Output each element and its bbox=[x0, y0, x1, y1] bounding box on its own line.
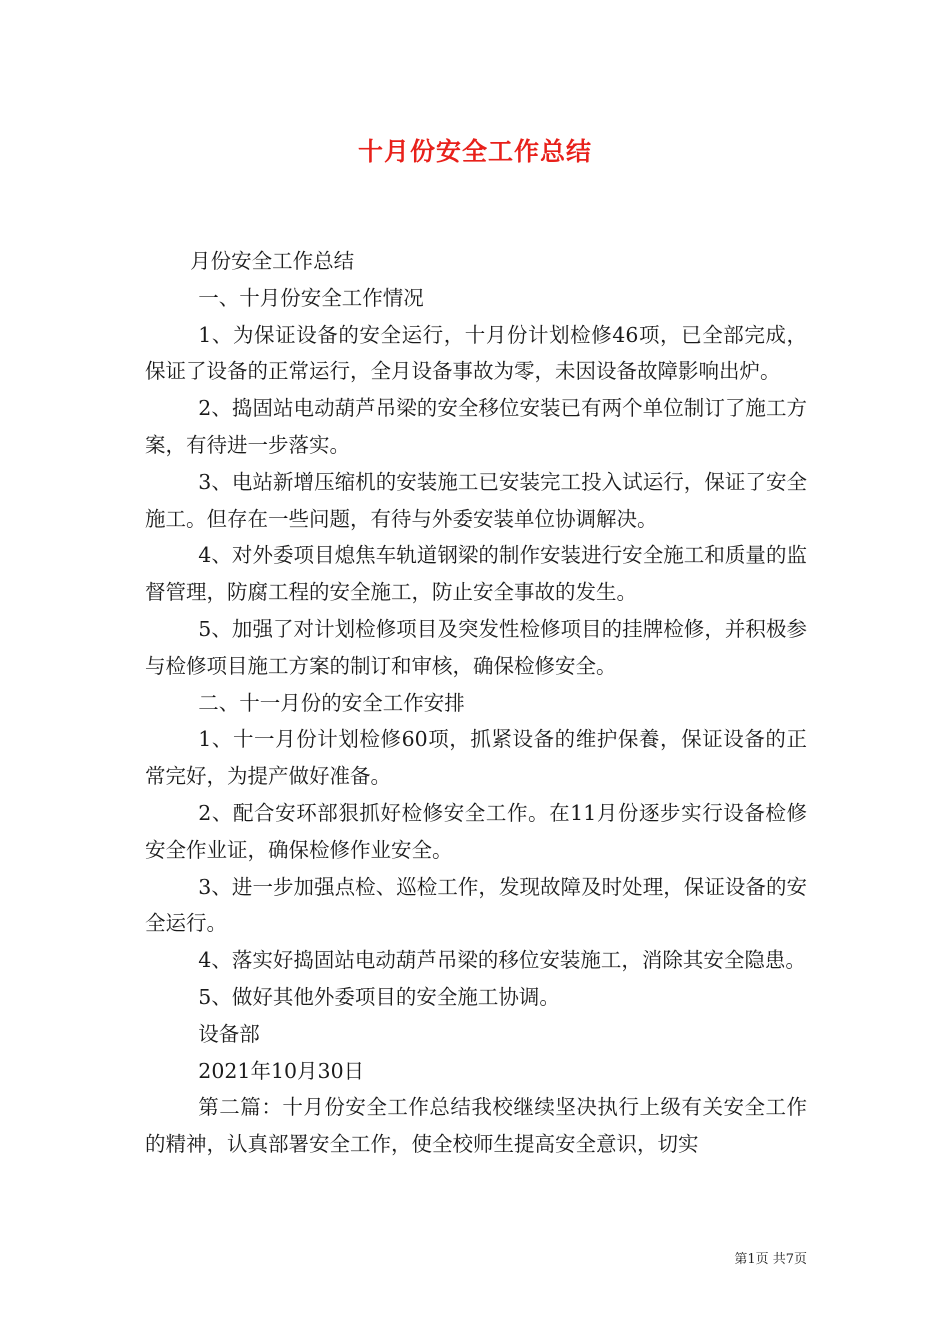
page-number: 第1页 共7页 bbox=[734, 1252, 807, 1267]
paragraph: 1、十一月份计划检修60项，抓紧设备的维护保養，保证设备的正常完好，为提产做好准备。 bbox=[145, 727, 807, 789]
section-heading: 二、十一月份的安全工作安排 bbox=[198, 690, 465, 715]
paragraph: 5、做好其他外委项目的安全施工协调。 bbox=[198, 984, 560, 1009]
paragraph: 4、落实好捣固站电动葫芦吊梁的移位安装施工，消除其安全隐患。 bbox=[198, 948, 806, 973]
document-title: 十月份安全工作总结 bbox=[357, 137, 592, 166]
paragraph: 5、加强了对计划检修项目及突发性检修项目的挂牌检修，并积极参与检修项目施工方案的制订和审核，确保检修安全。 bbox=[145, 616, 807, 678]
paragraph: 3、电站新增压缩机的安装施工已安装完工投入试运行，保证了安全施工。但存在一些问题，有待与外委安装单位协调解决。 bbox=[145, 469, 807, 531]
paragraph: 2、捣固站电动葫芦吊梁的安全移位安装已有两个单位制订了施工方案，有待进一步落实。 bbox=[145, 396, 807, 457]
paragraph: 4、对外委项目熄焦车轨道钢梁的制作安装进行安全施工和质量的监督管理，防腐工程的安全施工，防止安全事故的发生。 bbox=[145, 543, 807, 605]
document-body bbox=[145, 243, 807, 1163]
paragraph: 1、为保证设备的安全运行，十月份计划检修46项，已全部完成，保证了设备的正常运行，全月设备事故为零，未因设备故障影响出炉。 bbox=[145, 322, 807, 384]
signature-date: 2021年10月30日 bbox=[198, 1058, 365, 1083]
section-heading: 一、十月份安全工作情况 bbox=[198, 285, 424, 310]
paragraph: 3、进一步加强点检、巡检工作，发现故障及时处理，保证设备的安全运行。 bbox=[145, 874, 807, 936]
paragraph: 第二篇：十月份安全工作总结我校继续坚决执行上级有关安全工作的精神，认真部署安全工作，使全校师生提高安全意识，切实 bbox=[145, 1095, 807, 1157]
signature-department: 设备部 bbox=[198, 1021, 260, 1046]
paragraph: 2、配合安环部狠抓好检修安全工作。在11月份逐步实行设备检修安全作业证，确保检修作业安全。 bbox=[145, 800, 807, 862]
paragraph: 月份安全工作总结 bbox=[190, 249, 355, 273]
